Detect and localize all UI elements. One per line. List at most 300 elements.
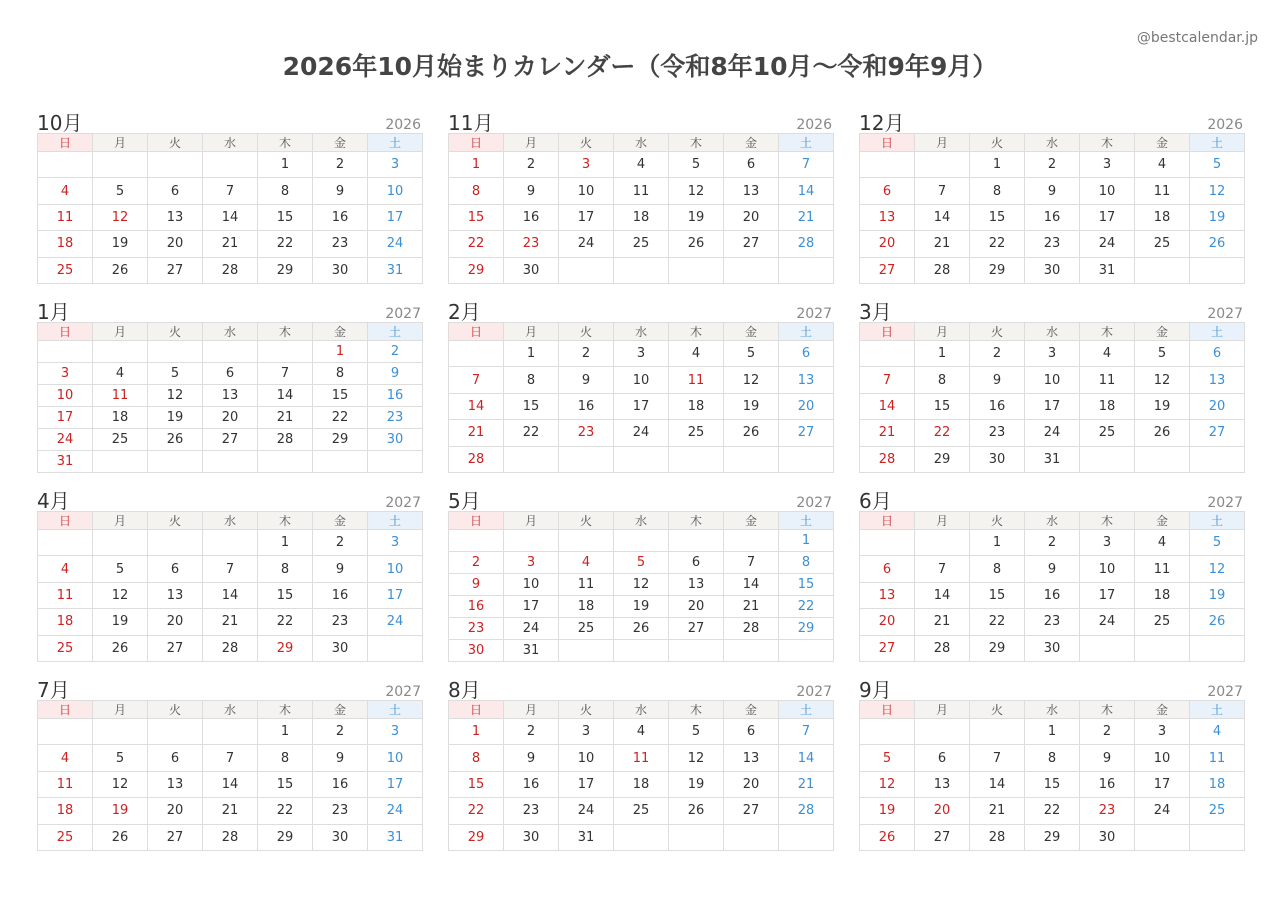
week-row bbox=[449, 552, 834, 574]
month-year: 2027 bbox=[796, 495, 832, 511]
week-row bbox=[860, 556, 1245, 582]
day-cell: 20 bbox=[148, 609, 203, 635]
day-cell: 14 bbox=[258, 385, 313, 407]
weekday-header: 木 bbox=[669, 701, 724, 719]
empty-day-cell bbox=[38, 341, 93, 363]
day-cell: 28 bbox=[449, 446, 504, 472]
day-cell: 10 bbox=[559, 178, 614, 204]
day-cell: 14 bbox=[915, 582, 970, 608]
day-cell: 18 bbox=[1135, 204, 1190, 230]
week-row bbox=[449, 393, 834, 419]
day-cell: 15 bbox=[258, 771, 313, 797]
day-cell: 29 bbox=[258, 257, 313, 283]
empty-day-cell bbox=[1190, 635, 1245, 661]
weekday-header: 金 bbox=[313, 134, 368, 152]
weekday-header: 火 bbox=[559, 323, 614, 341]
empty-day-cell bbox=[559, 446, 614, 472]
day-cell: 9 bbox=[449, 574, 504, 596]
day-cell: 4 bbox=[38, 745, 93, 771]
week-row bbox=[860, 824, 1245, 850]
day-cell: 21 bbox=[915, 609, 970, 635]
day-cell: 15 bbox=[449, 771, 504, 797]
empty-day-cell bbox=[148, 719, 203, 745]
day-cell: 3 bbox=[1080, 152, 1135, 178]
weekday-header: 日 bbox=[860, 323, 915, 341]
week-row bbox=[449, 719, 834, 745]
empty-day-cell bbox=[1190, 446, 1245, 472]
month-header bbox=[37, 484, 423, 511]
day-cell: 25 bbox=[1080, 420, 1135, 446]
month-table bbox=[37, 322, 423, 473]
day-cell: 28 bbox=[915, 257, 970, 283]
week-row bbox=[449, 341, 834, 367]
day-cell: 10 bbox=[559, 745, 614, 771]
empty-day-cell bbox=[860, 152, 915, 178]
day-cell: 22 bbox=[779, 596, 834, 618]
day-cell: 23 bbox=[504, 798, 559, 824]
day-cell: 28 bbox=[203, 635, 258, 661]
weekday-header: 水 bbox=[1025, 701, 1080, 719]
month-block bbox=[859, 106, 1245, 284]
day-cell: 12 bbox=[1190, 556, 1245, 582]
weekday-header: 木 bbox=[258, 512, 313, 530]
day-cell: 20 bbox=[860, 609, 915, 635]
month-header bbox=[448, 484, 834, 511]
day-cell: 12 bbox=[93, 771, 148, 797]
weekday-header: 月 bbox=[504, 323, 559, 341]
day-cell: 13 bbox=[1190, 367, 1245, 393]
empty-day-cell bbox=[148, 341, 203, 363]
day-cell: 5 bbox=[860, 745, 915, 771]
day-cell: 25 bbox=[38, 635, 93, 661]
day-cell: 22 bbox=[258, 231, 313, 257]
weekday-header: 金 bbox=[313, 701, 368, 719]
week-row bbox=[38, 745, 423, 771]
day-cell: 22 bbox=[258, 609, 313, 635]
week-row bbox=[860, 609, 1245, 635]
day-cell: 21 bbox=[203, 798, 258, 824]
weekday-header: 金 bbox=[1135, 134, 1190, 152]
weekday-header: 土 bbox=[368, 512, 423, 530]
empty-day-cell bbox=[559, 640, 614, 662]
day-cell: 17 bbox=[559, 204, 614, 230]
day-cell: 31 bbox=[1080, 257, 1135, 283]
day-cell: 6 bbox=[860, 556, 915, 582]
weekday-header: 火 bbox=[970, 323, 1025, 341]
day-cell: 5 bbox=[93, 745, 148, 771]
empty-day-cell bbox=[669, 257, 724, 283]
day-cell: 31 bbox=[1025, 446, 1080, 472]
day-cell: 1 bbox=[258, 719, 313, 745]
day-cell: 16 bbox=[313, 582, 368, 608]
weekday-header: 水 bbox=[1025, 512, 1080, 530]
weekday-header: 水 bbox=[1025, 134, 1080, 152]
day-cell: 1 bbox=[258, 152, 313, 178]
weekday-header-row bbox=[860, 512, 1245, 530]
day-cell: 8 bbox=[258, 178, 313, 204]
weekday-header: 木 bbox=[1080, 134, 1135, 152]
day-cell: 10 bbox=[1135, 745, 1190, 771]
day-cell: 23 bbox=[504, 231, 559, 257]
page-title: 2026年10月始まりカレンダー（令和8年10月～令和9年9月） bbox=[282, 52, 998, 81]
day-cell: 21 bbox=[860, 420, 915, 446]
month-table bbox=[448, 511, 834, 662]
day-cell: 7 bbox=[203, 745, 258, 771]
weekday-header: 月 bbox=[915, 134, 970, 152]
weekday-header: 金 bbox=[724, 134, 779, 152]
weekday-header: 日 bbox=[38, 323, 93, 341]
week-row bbox=[38, 609, 423, 635]
day-cell: 20 bbox=[724, 771, 779, 797]
day-cell: 14 bbox=[203, 204, 258, 230]
weekday-header: 木 bbox=[669, 323, 724, 341]
empty-day-cell bbox=[614, 824, 669, 850]
day-cell: 8 bbox=[915, 367, 970, 393]
day-cell: 9 bbox=[1025, 178, 1080, 204]
day-cell: 11 bbox=[614, 745, 669, 771]
month-name: 11月 bbox=[448, 111, 494, 135]
month-year: 2027 bbox=[385, 495, 421, 511]
day-cell: 22 bbox=[915, 420, 970, 446]
day-cell: 4 bbox=[38, 178, 93, 204]
week-row bbox=[860, 798, 1245, 824]
month-name: 5月 bbox=[448, 489, 481, 513]
month-block bbox=[859, 295, 1245, 473]
month-table bbox=[37, 511, 423, 662]
day-cell: 20 bbox=[915, 798, 970, 824]
day-cell: 22 bbox=[970, 231, 1025, 257]
weekday-header: 日 bbox=[860, 134, 915, 152]
weekday-header: 月 bbox=[504, 134, 559, 152]
day-cell: 18 bbox=[93, 407, 148, 429]
empty-day-cell bbox=[614, 530, 669, 552]
weekday-header: 月 bbox=[93, 701, 148, 719]
day-cell: 28 bbox=[203, 257, 258, 283]
day-cell: 12 bbox=[669, 178, 724, 204]
week-row bbox=[38, 152, 423, 178]
day-cell: 16 bbox=[504, 771, 559, 797]
day-cell: 23 bbox=[559, 420, 614, 446]
empty-day-cell bbox=[38, 530, 93, 556]
day-cell: 31 bbox=[559, 824, 614, 850]
day-cell: 7 bbox=[449, 367, 504, 393]
day-cell: 14 bbox=[203, 771, 258, 797]
day-cell: 10 bbox=[368, 745, 423, 771]
day-cell: 24 bbox=[38, 429, 93, 451]
empty-day-cell bbox=[504, 446, 559, 472]
day-cell: 11 bbox=[1135, 556, 1190, 582]
weekday-header: 金 bbox=[724, 323, 779, 341]
day-cell: 21 bbox=[915, 231, 970, 257]
day-cell: 12 bbox=[860, 771, 915, 797]
day-cell: 11 bbox=[93, 385, 148, 407]
month-name: 4月 bbox=[37, 489, 70, 513]
weekday-header: 土 bbox=[779, 134, 834, 152]
day-cell: 9 bbox=[559, 367, 614, 393]
weekday-header-row bbox=[449, 323, 834, 341]
month-table bbox=[37, 700, 423, 851]
day-cell: 19 bbox=[860, 798, 915, 824]
day-cell: 9 bbox=[313, 556, 368, 582]
weekday-header: 土 bbox=[368, 323, 423, 341]
empty-day-cell bbox=[368, 451, 423, 473]
day-cell: 25 bbox=[559, 618, 614, 640]
month-year: 2027 bbox=[385, 306, 421, 322]
day-cell: 3 bbox=[368, 152, 423, 178]
empty-day-cell bbox=[860, 341, 915, 367]
day-cell: 10 bbox=[38, 385, 93, 407]
day-cell: 8 bbox=[970, 556, 1025, 582]
weekday-header-row bbox=[449, 512, 834, 530]
day-cell: 6 bbox=[148, 745, 203, 771]
empty-day-cell bbox=[614, 640, 669, 662]
empty-day-cell bbox=[915, 719, 970, 745]
week-row bbox=[449, 446, 834, 472]
day-cell: 17 bbox=[368, 771, 423, 797]
day-cell: 14 bbox=[779, 178, 834, 204]
day-cell: 9 bbox=[313, 178, 368, 204]
empty-day-cell bbox=[1080, 446, 1135, 472]
day-cell: 24 bbox=[1135, 798, 1190, 824]
day-cell: 21 bbox=[203, 231, 258, 257]
empty-day-cell bbox=[93, 152, 148, 178]
weekday-header: 月 bbox=[504, 512, 559, 530]
empty-day-cell bbox=[258, 341, 313, 363]
month-table bbox=[859, 511, 1245, 662]
weekday-header: 日 bbox=[449, 323, 504, 341]
day-cell: 26 bbox=[724, 420, 779, 446]
empty-day-cell bbox=[559, 530, 614, 552]
day-cell: 29 bbox=[915, 446, 970, 472]
day-cell: 5 bbox=[669, 152, 724, 178]
day-cell: 18 bbox=[1080, 393, 1135, 419]
day-cell: 12 bbox=[1135, 367, 1190, 393]
day-cell: 1 bbox=[970, 530, 1025, 556]
week-row bbox=[38, 178, 423, 204]
week-row bbox=[38, 385, 423, 407]
day-cell: 11 bbox=[1080, 367, 1135, 393]
empty-day-cell bbox=[970, 719, 1025, 745]
day-cell: 10 bbox=[504, 574, 559, 596]
weekday-header: 月 bbox=[504, 701, 559, 719]
weekday-header: 土 bbox=[1190, 134, 1245, 152]
day-cell: 6 bbox=[148, 178, 203, 204]
weekday-header: 月 bbox=[915, 512, 970, 530]
week-row bbox=[449, 257, 834, 283]
weekday-header: 木 bbox=[1080, 701, 1135, 719]
day-cell: 25 bbox=[1190, 798, 1245, 824]
weekday-header: 水 bbox=[614, 134, 669, 152]
day-cell: 13 bbox=[915, 771, 970, 797]
day-cell: 17 bbox=[368, 204, 423, 230]
day-cell: 10 bbox=[1025, 367, 1080, 393]
weekday-header: 水 bbox=[203, 701, 258, 719]
day-cell: 23 bbox=[313, 609, 368, 635]
day-cell: 20 bbox=[148, 231, 203, 257]
day-cell: 28 bbox=[779, 798, 834, 824]
day-cell: 18 bbox=[1190, 771, 1245, 797]
day-cell: 25 bbox=[614, 798, 669, 824]
weekday-header: 金 bbox=[1135, 701, 1190, 719]
weekday-header-row bbox=[38, 512, 423, 530]
month-year: 2027 bbox=[796, 306, 832, 322]
day-cell: 15 bbox=[258, 582, 313, 608]
empty-day-cell bbox=[1135, 257, 1190, 283]
day-cell: 8 bbox=[504, 367, 559, 393]
month-block bbox=[859, 484, 1245, 662]
day-cell: 1 bbox=[258, 530, 313, 556]
month-block bbox=[37, 106, 423, 284]
weekday-header: 日 bbox=[38, 701, 93, 719]
day-cell: 9 bbox=[504, 745, 559, 771]
empty-day-cell bbox=[148, 451, 203, 473]
day-cell: 15 bbox=[970, 582, 1025, 608]
weekday-header-row bbox=[860, 134, 1245, 152]
day-cell: 25 bbox=[38, 824, 93, 850]
month-block bbox=[37, 295, 423, 473]
week-row bbox=[860, 367, 1245, 393]
weekday-header: 火 bbox=[970, 701, 1025, 719]
day-cell: 28 bbox=[779, 231, 834, 257]
day-cell: 12 bbox=[93, 582, 148, 608]
day-cell: 1 bbox=[970, 152, 1025, 178]
week-row bbox=[449, 152, 834, 178]
day-cell: 20 bbox=[203, 407, 258, 429]
day-cell: 30 bbox=[449, 640, 504, 662]
day-cell: 13 bbox=[860, 204, 915, 230]
day-cell: 3 bbox=[559, 719, 614, 745]
week-row bbox=[38, 771, 423, 797]
day-cell: 2 bbox=[504, 152, 559, 178]
day-cell: 3 bbox=[1080, 530, 1135, 556]
empty-day-cell bbox=[614, 446, 669, 472]
day-cell: 4 bbox=[669, 341, 724, 367]
empty-day-cell bbox=[779, 257, 834, 283]
day-cell: 16 bbox=[368, 385, 423, 407]
day-cell: 2 bbox=[1080, 719, 1135, 745]
day-cell: 19 bbox=[93, 231, 148, 257]
day-cell: 4 bbox=[1080, 341, 1135, 367]
month-table bbox=[448, 133, 834, 284]
week-row bbox=[860, 178, 1245, 204]
month-name: 7月 bbox=[37, 678, 70, 702]
day-cell: 3 bbox=[504, 552, 559, 574]
weekday-header: 日 bbox=[38, 512, 93, 530]
day-cell: 8 bbox=[258, 745, 313, 771]
day-cell: 6 bbox=[779, 341, 834, 367]
day-cell: 5 bbox=[614, 552, 669, 574]
weekday-header: 水 bbox=[203, 134, 258, 152]
month-name: 2月 bbox=[448, 300, 481, 324]
day-cell: 13 bbox=[203, 385, 258, 407]
week-row bbox=[449, 530, 834, 552]
month-header bbox=[448, 106, 834, 133]
empty-day-cell bbox=[779, 640, 834, 662]
day-cell: 16 bbox=[504, 204, 559, 230]
week-row bbox=[38, 530, 423, 556]
day-cell: 29 bbox=[449, 257, 504, 283]
day-cell: 15 bbox=[504, 393, 559, 419]
day-cell: 1 bbox=[1025, 719, 1080, 745]
week-row bbox=[449, 745, 834, 771]
day-cell: 19 bbox=[724, 393, 779, 419]
day-cell: 3 bbox=[559, 152, 614, 178]
day-cell: 2 bbox=[313, 152, 368, 178]
weekday-header: 木 bbox=[669, 134, 724, 152]
day-cell: 28 bbox=[724, 618, 779, 640]
empty-day-cell bbox=[93, 451, 148, 473]
weekday-header: 土 bbox=[1190, 323, 1245, 341]
day-cell: 7 bbox=[779, 152, 834, 178]
day-cell: 13 bbox=[860, 582, 915, 608]
day-cell: 12 bbox=[614, 574, 669, 596]
day-cell: 24 bbox=[368, 231, 423, 257]
day-cell: 23 bbox=[368, 407, 423, 429]
day-cell: 16 bbox=[449, 596, 504, 618]
day-cell: 19 bbox=[93, 798, 148, 824]
weekday-header-row bbox=[38, 701, 423, 719]
day-cell: 13 bbox=[148, 771, 203, 797]
day-cell: 4 bbox=[1135, 152, 1190, 178]
month-table bbox=[859, 322, 1245, 473]
day-cell: 7 bbox=[915, 556, 970, 582]
day-cell: 2 bbox=[313, 530, 368, 556]
day-cell: 2 bbox=[368, 341, 423, 363]
empty-day-cell bbox=[38, 719, 93, 745]
week-row bbox=[860, 231, 1245, 257]
weekday-header: 土 bbox=[779, 323, 834, 341]
week-row bbox=[38, 582, 423, 608]
day-cell: 23 bbox=[313, 231, 368, 257]
day-cell: 29 bbox=[449, 824, 504, 850]
empty-day-cell bbox=[669, 446, 724, 472]
day-cell: 20 bbox=[669, 596, 724, 618]
day-cell: 1 bbox=[313, 341, 368, 363]
weekday-header: 水 bbox=[203, 512, 258, 530]
month-block bbox=[448, 673, 834, 851]
day-cell: 27 bbox=[724, 798, 779, 824]
weekday-header: 木 bbox=[669, 512, 724, 530]
day-cell: 24 bbox=[559, 798, 614, 824]
day-cell: 5 bbox=[93, 178, 148, 204]
day-cell: 19 bbox=[614, 596, 669, 618]
day-cell: 7 bbox=[203, 178, 258, 204]
day-cell: 4 bbox=[614, 152, 669, 178]
month-name: 8月 bbox=[448, 678, 481, 702]
day-cell: 26 bbox=[1190, 609, 1245, 635]
weekday-header: 火 bbox=[148, 701, 203, 719]
weekday-header-row bbox=[860, 323, 1245, 341]
day-cell: 11 bbox=[1135, 178, 1190, 204]
week-row bbox=[449, 367, 834, 393]
day-cell: 21 bbox=[779, 204, 834, 230]
empty-day-cell bbox=[368, 635, 423, 661]
day-cell: 21 bbox=[724, 596, 779, 618]
month-block bbox=[448, 106, 834, 284]
day-cell: 13 bbox=[148, 204, 203, 230]
day-cell: 23 bbox=[970, 420, 1025, 446]
weekday-header: 月 bbox=[93, 512, 148, 530]
day-cell: 26 bbox=[93, 824, 148, 850]
day-cell: 21 bbox=[258, 407, 313, 429]
day-cell: 14 bbox=[449, 393, 504, 419]
empty-day-cell bbox=[559, 257, 614, 283]
weekday-header: 水 bbox=[614, 512, 669, 530]
day-cell: 22 bbox=[970, 609, 1025, 635]
day-cell: 17 bbox=[1135, 771, 1190, 797]
day-cell: 26 bbox=[93, 635, 148, 661]
week-row bbox=[38, 798, 423, 824]
